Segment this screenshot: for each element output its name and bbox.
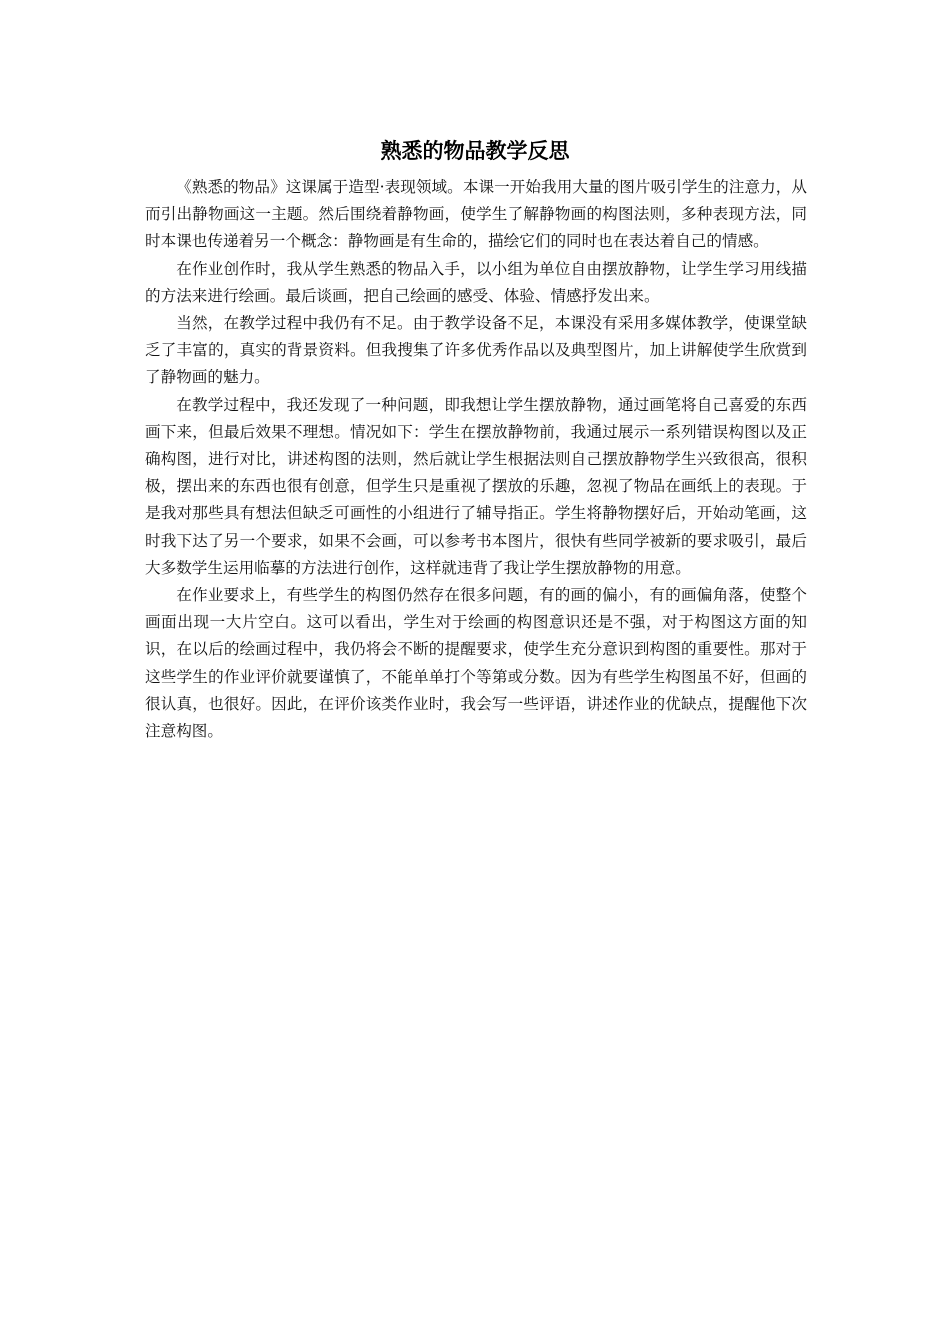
document-body [145,174,807,745]
document-title: 熟悉的物品教学反思 [380,138,570,163]
paragraph-4: 在教学过程中，我还发现了一种问题，即我想让学生摆放静物，通过画笔将自己喜爱的东西画下来，但最后效果不理想。情况如下：学生在摆放静物前，我通过展示一系列错误构图以及正确构图，进行对比，讲述构图的法则，然后就让学生根据法则自己摆放静物学生兴致很高，很积极，摆出来的东西也很有创意，但学生只是重视了摆放的乐趣，忽视了物品在画纸上的表现。于是我对那些具有想法但缺乏可画性的小组进行了辅导指正。学生将静物摆好后，开始动笔画，这时我下达了另一个要求，如果不会画，可以参考书本图片，很快有些同学被新的要求吸引，最后大多数学生运用临摹的方法进行创作，这样就违背了我让学生摆放静物的用意。 [145,395,807,577]
paragraph-1: 《熟悉的物品》这课属于造型·表现领域。本课一开始我用大量的图片吸引学生的注意力，从而引出静物画这一主题。然后围绕着静物画，使学生了解静物画的构图法则，多种表现方法，同时本课也传递着另一个概念：静物画是有生命的，描绘它们的同时也在表达着自己的情感。 [145,178,807,251]
paragraph-3: 当然，在教学过程中我仍有不足。由于教学设备不足，本课没有采用多媒体教学，使课堂缺乏了丰富的，真实的背景资料。但我搜集了许多优秀作品以及典型图片，加上讲解使学生欣赏到了静物画的魅力。 [145,314,807,387]
paragraph-5: 在作业要求上，有些学生的构图仍然存在很多问题，有的画的偏小，有的画偏角落，使整个画面出现一大片空白。这可以看出，学生对于绘画的构图意识还是不强，对于构图这方面的知识，在以后的绘画过程中，我仍将会不断的提醒要求，使学生充分意识到构图的重要性。那对于这些学生的作业评价就要谨慎了，不能单单打个等第或分数。因为有些学生构图虽不好，但画的很认真，也很好。因此，在评价该类作业时，我会写一些评语，讲述作业的优缺点，提醒他下次注意构图。 [145,586,807,741]
paragraph-2: 在作业创作时，我从学生熟悉的物品入手，以小组为单位自由摆放静物，让学生学习用线描的方法来进行绘画。最后谈画，把自己绘画的感受、体验、情感抒发出来。 [145,259,807,305]
